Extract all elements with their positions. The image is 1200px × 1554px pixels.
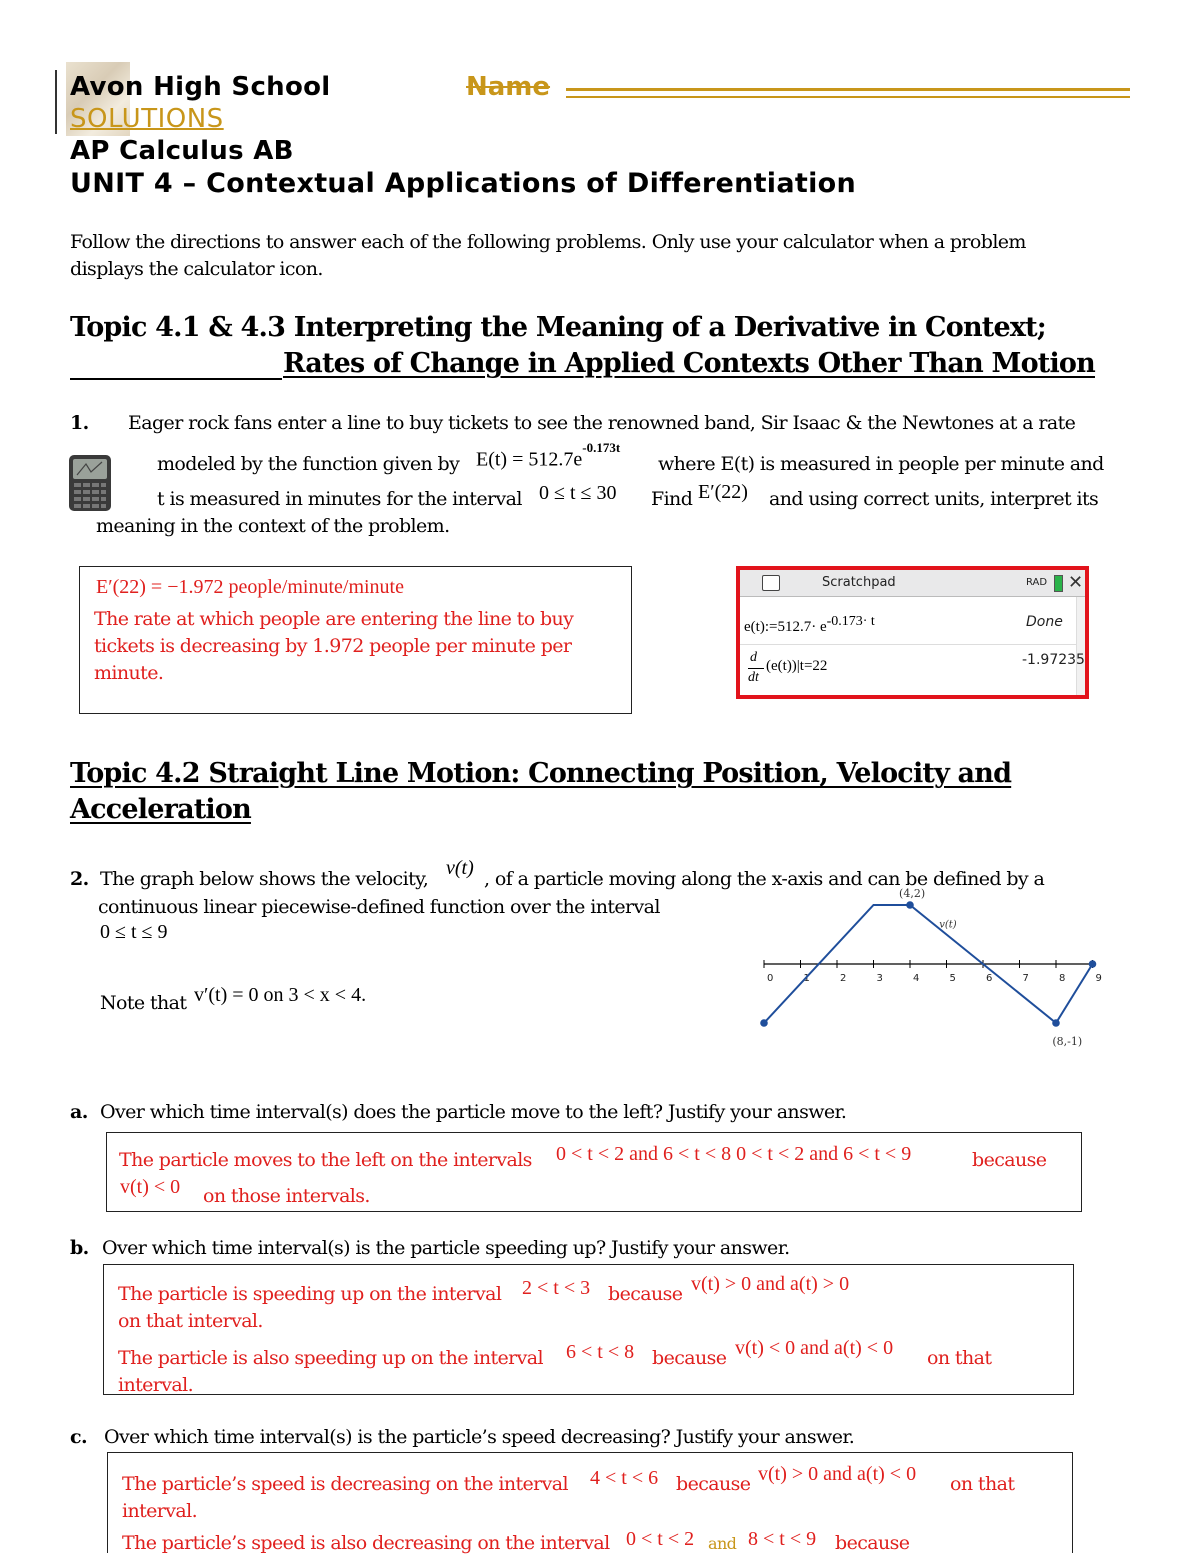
unit-title: UNIT 4 – Contextual Applications of Differentiation bbox=[70, 168, 857, 199]
part-c-l3a: The particle’s speed is also decreasing on the interval bbox=[122, 1532, 610, 1554]
problem2-vt: v(t) bbox=[446, 857, 474, 879]
problem1-line1: Eager rock fans enter a line to buy tickets to see the renowned band, Sir Isaac & the Newtones at a rate bbox=[128, 412, 1076, 434]
part-b-question: Over which time interval(s) is the particle speeding up? Justify your answer. bbox=[102, 1237, 790, 1259]
answer1-line3: minute. bbox=[94, 662, 164, 684]
topic1-underline-lead bbox=[70, 378, 282, 380]
calculator-screenshot bbox=[736, 566, 1089, 699]
part-b-l4: interval. bbox=[118, 1374, 194, 1396]
part-b-l1m: 2 < t < 3 bbox=[522, 1277, 591, 1299]
course-name: AP Calculus AB bbox=[70, 136, 294, 166]
part-c-question: Over which time interval(s) is the particle’s speed decreasing? Justify your answer. bbox=[104, 1426, 855, 1448]
logo-bar bbox=[55, 70, 57, 134]
part-b-l2: on that interval. bbox=[118, 1310, 263, 1332]
annotation-series-label: v(t) bbox=[939, 919, 957, 931]
problem1-interval: 0 ≤ t ≤ 30 bbox=[539, 482, 617, 504]
intro-line2: displays the calculator icon. bbox=[70, 258, 323, 280]
part-c-l3m2: 8 < t < 9 bbox=[748, 1528, 817, 1550]
part-c-l1a: The particle’s speed is decreasing on the interval bbox=[122, 1473, 568, 1495]
formula-exponent: -0.173t bbox=[582, 440, 621, 455]
problem1-formula bbox=[476, 440, 621, 472]
school-name: Avon High School bbox=[70, 72, 331, 102]
calc-tab-label[interactable]: Scratchpad bbox=[822, 575, 896, 590]
calc-row2-result: -1.97235 bbox=[1022, 652, 1085, 668]
calc-row2-fraction-bar bbox=[748, 668, 764, 669]
part-b-l3m: 6 < t < 8 bbox=[566, 1341, 635, 1363]
problem2-line2: continuous linear piecewise-defined function over the interval bbox=[98, 896, 660, 918]
calc-scrollbar[interactable] bbox=[1076, 597, 1085, 695]
x-tick-label: 7 bbox=[1022, 973, 1029, 984]
x-tick-label: 5 bbox=[949, 973, 956, 984]
part-c-l3m: 0 < t < 2 bbox=[626, 1528, 695, 1550]
annotation-point-label: (8,-1) bbox=[1052, 1035, 1083, 1048]
problem1-line2b: where E(t) is measured in people per minute and bbox=[658, 453, 1104, 475]
calc-row2-dt: dt bbox=[748, 670, 759, 685]
part-a-question: Over which time interval(s) does the particle move to the left? Justify your answer. bbox=[100, 1101, 847, 1123]
part-b-l3a: The particle is also speeding up on the interval bbox=[118, 1347, 543, 1369]
calc-row1-expr: e(t):=512.7· $e^{-0.173\cdot t}$ bbox=[744, 614, 875, 635]
topic2-title: Topic 4.2 Straight Line Motion: Connecting Position, Velocity and bbox=[70, 758, 1012, 789]
problem2-line1a: The graph below shows the velocity, bbox=[100, 868, 429, 890]
calc-row2-d: d bbox=[750, 650, 757, 665]
part-c-l1c: on that bbox=[950, 1473, 1015, 1495]
x-tick-label: 0 bbox=[767, 973, 774, 984]
part-a-answer-because: because bbox=[972, 1149, 1047, 1171]
part-b-l1a: The particle is speeding up on the interval bbox=[118, 1283, 502, 1305]
part-b-l3c: on that bbox=[927, 1347, 992, 1369]
problem1-find: E′(22) bbox=[698, 481, 748, 503]
velocity-graph bbox=[750, 887, 1102, 1048]
part-b-l3b: because bbox=[652, 1347, 727, 1369]
part-c-l2: interval. bbox=[122, 1500, 198, 1522]
calc-mode: RAD bbox=[1026, 577, 1048, 588]
problem1-line3b: Find bbox=[651, 488, 693, 510]
answer1-equation: E′(22) = −1.972 people/minute/minute bbox=[96, 576, 404, 598]
part-c-l1m: 4 < t < 6 bbox=[590, 1467, 659, 1489]
topic2-subtitle: Acceleration bbox=[70, 794, 251, 825]
part-a-answer-math: 0 < t < 2 and 6 < t < 8 0 < t < 2 and 6 < t < 9 bbox=[556, 1143, 912, 1165]
part-c-l1b: because bbox=[676, 1473, 751, 1495]
part-a-answer-math2: v(t) < 0 bbox=[120, 1176, 181, 1198]
x-tick-label: 2 bbox=[840, 973, 847, 984]
answer1-line2: tickets is decreasing by 1.972 people per minute per bbox=[94, 635, 572, 657]
topic1-title: Topic 4.1 & 4.3 Interpreting the Meaning of a Derivative in Context; bbox=[70, 312, 1046, 343]
problem1-line3c: and using correct units, interpret its bbox=[769, 488, 1099, 510]
calculator-icon bbox=[68, 454, 112, 512]
answer1-line1: The rate at which people are entering the line to buy bbox=[94, 608, 574, 630]
x-tick-label: 1 bbox=[803, 973, 810, 984]
intro-line1: Follow the directions to answer each of the following problems. Only use your calculator when a problem bbox=[70, 231, 1026, 253]
part-b-l3m2: v(t) < 0 and a(t) < 0 bbox=[735, 1337, 894, 1359]
part-b-l1b: because bbox=[608, 1283, 683, 1305]
part-c-label: c. bbox=[70, 1426, 87, 1448]
solutions-label: SOLUTIONS bbox=[70, 104, 224, 134]
name-field-line[interactable] bbox=[566, 88, 1130, 91]
problem1-line4: meaning in the context of the problem. bbox=[96, 515, 450, 537]
topic1-subtitle: Rates of Change in Applied Contexts Other Than Motion bbox=[283, 348, 1095, 379]
calc-row1-result: Done bbox=[1026, 614, 1063, 630]
calc-tab-icon[interactable] bbox=[762, 575, 780, 591]
problem2-note-b: v′(t) = 0 on 3 < x < 4. bbox=[194, 984, 367, 1006]
part-b-label: b. bbox=[70, 1237, 89, 1259]
problem2-number: 2. bbox=[70, 868, 89, 890]
x-tick-label: 8 bbox=[1059, 973, 1066, 984]
part-a-label: a. bbox=[70, 1101, 88, 1123]
data-point bbox=[1052, 1019, 1060, 1027]
x-tick-label: 3 bbox=[876, 973, 883, 984]
part-c-l3b: because bbox=[835, 1532, 910, 1554]
problem2-note-a: Note that bbox=[100, 992, 187, 1014]
part-a-answer-text: The particle moves to the left on the intervals bbox=[119, 1149, 532, 1171]
problem2-line1b: , of a particle moving along the x-axis and can be defined by a bbox=[484, 868, 1045, 890]
data-point bbox=[1089, 960, 1097, 968]
annotation-point-label: (4,2) bbox=[899, 887, 926, 900]
part-a-answer-end: on those intervals. bbox=[203, 1185, 370, 1207]
problem1-number: 1. bbox=[70, 412, 89, 434]
x-tick-label: 6 bbox=[986, 973, 993, 984]
formula-base: E(t) = 512.7e bbox=[476, 448, 583, 471]
name-field-line2 bbox=[566, 96, 1130, 98]
data-point bbox=[760, 1019, 768, 1027]
name-label: Name bbox=[466, 72, 551, 102]
part-c-l3-clip bbox=[120, 1528, 920, 1553]
part-b-l1m2: v(t) > 0 and a(t) > 0 bbox=[691, 1273, 850, 1295]
problem1-line3a: t is measured in minutes for the interval bbox=[157, 488, 522, 510]
calc-row-divider bbox=[740, 644, 1076, 645]
part-c-l1m2: v(t) > 0 and a(t) < 0 bbox=[758, 1463, 917, 1485]
close-icon[interactable]: ✕ bbox=[1068, 572, 1084, 593]
part-c-l3and: and bbox=[708, 1534, 737, 1553]
calc-row2-expr: (e(t))|t=22 bbox=[766, 658, 828, 674]
x-tick-label: 9 bbox=[1095, 973, 1102, 984]
problem1-line2a: modeled by the function given by bbox=[157, 453, 460, 475]
part-b-l4-clip bbox=[118, 1374, 318, 1396]
battery-icon bbox=[1054, 575, 1063, 592]
data-point bbox=[906, 901, 914, 909]
problem2-interval: 0 ≤ t ≤ 9 bbox=[100, 921, 168, 943]
x-tick-label: 4 bbox=[913, 973, 920, 984]
